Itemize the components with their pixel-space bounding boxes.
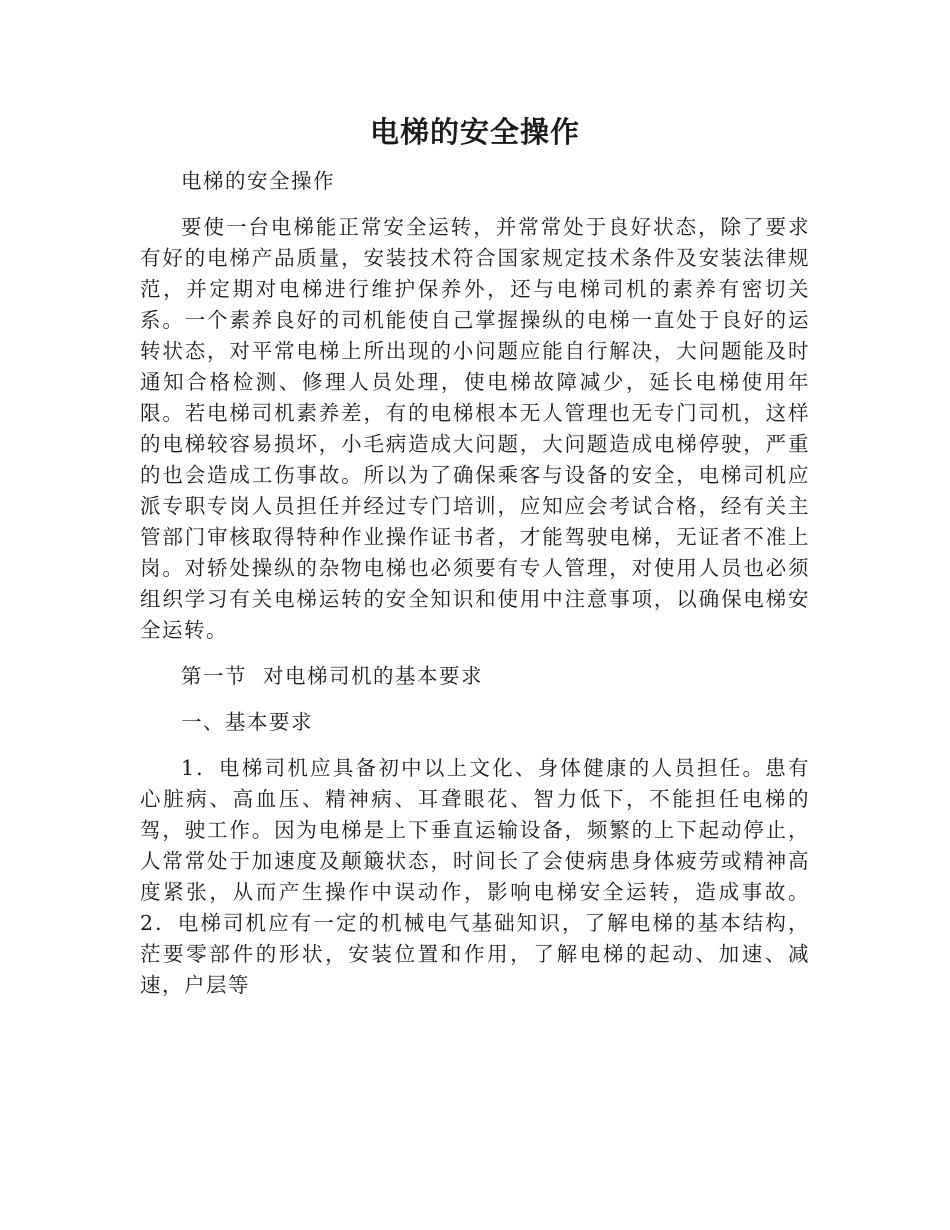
subtitle-paragraph: 电梯的安全操作: [181, 169, 335, 193]
requirements-paragraph: 1．电梯司机应具备初中以上文化、身体健康的人员担任。患有心脏病、高血压、精神病、耳聋眼花、智力低下，不能担任电梯的驾，驶工作。因为电梯是上下垂直运输设备，频繁的上下起动停止，人常常处于加速度及颠簸状态，时间长了会使病患身体疲劳或精神高度紧张，从而产生操作中误动作，影响电梯安全运转，造成事故。2．电梯司机应有一定的机械电气基础知识，了解电梯的基本结构，茫要零部件的形状，安装位置和作用，了解电梯的起动、加速、减速，户层等: [140, 756, 810, 997]
document-body: [140, 166, 810, 1016]
subsection-heading: 一、基本要求: [181, 710, 313, 734]
section-heading: 第一节 对电梯司机的基本要求: [181, 664, 484, 688]
document-title: 电梯的安全操作: [369, 115, 580, 149]
intro-paragraph: 要使一台电梯能正常安全运转，并常常处于良好状态，除了要求有好的电梯产品质量，安装技术符合国家规定技术条件及安装法律规范，并定期对电梯进行维护保养外，还与电梯司机的素养有密切关系。一个素养良好的司机能使自己掌握操纵的电梯一直处于良好的运转状态，对平常电梯上所出现的小问题应能自行解决，大问题能及时通知合格检测、修理人员处理，使电梯故障减少，延长电梯使用年限。若电梯司机素养差，有的电梯根本无人管理也无专门司机，这样的电梯较容易损坏，小毛病造成大问题，大问题造成电梯停驶，严重的也会造成工伤事故。所以为了确保乘客与设备的安全，电梯司机应派专职专岗人员担任并经过专门培训，应知应会考试合格，经有关主管部门审核取得特种作业操作证书者，才能驾驶电梯，无证者不准上岗。对轿处操纵的杂物电梯也必须要有专人管理，对使用人员也必须组织学习有关电梯运转的安全知识和使用中注意事项，以确保电梯安全运转。: [140, 215, 810, 642]
